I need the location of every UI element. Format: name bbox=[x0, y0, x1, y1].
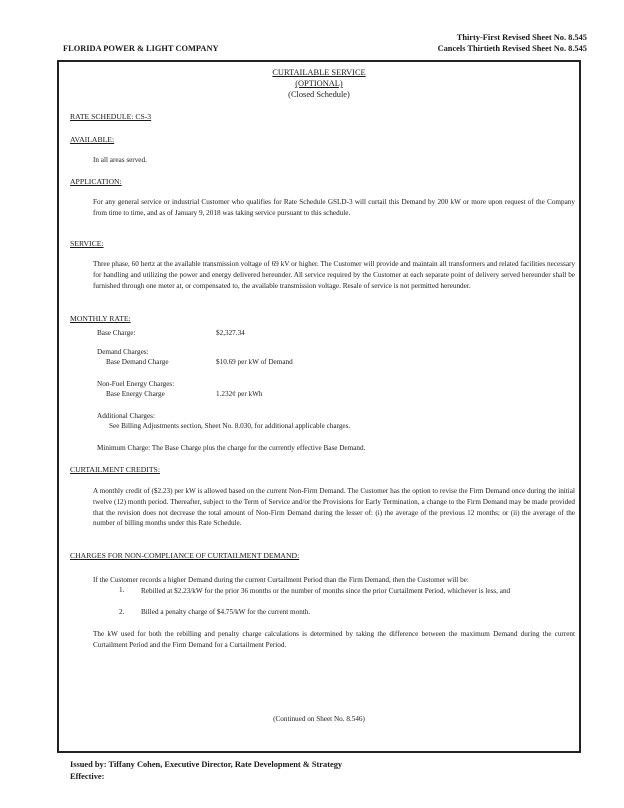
list-item: Rebilled at $2.23/kW for the prior 36 months or the number of months since the prior Curtailment Period, whichever is less, and bbox=[141, 587, 511, 595]
nonfuel-label: Non-Fuel Energy Charges: bbox=[97, 380, 175, 388]
base-energy-label: Base Energy Charge bbox=[106, 390, 165, 398]
issued-by: Issued by: Tiffany Cohen, Executive Director, Rate Development & Strategy bbox=[70, 760, 343, 769]
additional-charges-label: Additional Charges: bbox=[97, 412, 155, 420]
list-item: Billed a penalty charge of $4.75/kW for the current month. bbox=[141, 608, 311, 616]
minimum-charge-text: Minimum Charge: The Base Charge plus the charge for the currently effective Base Demand. bbox=[97, 444, 366, 452]
available-text: In all areas served. bbox=[93, 156, 147, 164]
base-charge-value: $2,327.34 bbox=[216, 329, 245, 337]
list-item-number: 1. bbox=[119, 586, 125, 594]
effective-date: Effective: bbox=[70, 772, 105, 781]
noncompliance-intro: If the Customer records a higher Demand during the current Curtailment Period than the Firm Demand, then the Customer will be: bbox=[93, 576, 469, 584]
service-heading: SERVICE: bbox=[70, 239, 104, 248]
application-text: For any general service or industrial Customer who qualifies for Rate Schedule GSLD-3 will curtail this Demand by 200 kW or more upon request of the Company from time to time, and as of January 9, 2018 was taking service pursuant to this schedule. bbox=[93, 198, 575, 217]
company-name: FLORIDA POWER & LIGHT COMPANY bbox=[63, 44, 219, 53]
available-heading: AVAILABLE: bbox=[70, 135, 115, 144]
page-title: CURTAILABLE SERVICE bbox=[272, 68, 366, 77]
noncompliance-heading: CHARGES FOR NON-COMPLIANCE OF CURTAILMENT DEMAND: bbox=[70, 551, 300, 560]
base-demand-label: Base Demand Charge bbox=[106, 358, 169, 366]
base-demand-value: $10.69 per kW of Demand bbox=[216, 358, 293, 366]
sheet-number: Thirty-First Revised Sheet No. 8.545 bbox=[456, 33, 587, 42]
cancels-sheet-number: Cancels Thirtieth Revised Sheet No. 8.545 bbox=[437, 44, 587, 53]
demand-charges-label: Demand Charges: bbox=[97, 348, 149, 356]
curtailment-credits-text: A monthly credit of ($2.23) per kW is allowed based on the current Non-Firm Demand. The Customer has the option to revise the Firm Demand once during the initial twelve (12) month period. Thereafter, subject to the Term of Service and/or the Provisions for Early Termination, a change to the Firm Demand may be made provided that the revision does not decrease the total amount of Non-Firm Demand during the lesser of: (i) the average of the previous 12 months; or (ii) the average of the number of billing months under this Rate Schedule. bbox=[93, 487, 575, 528]
list-item-number: 2. bbox=[119, 608, 125, 616]
curtailment-credits-heading: CURTAILMENT CREDITS: bbox=[70, 465, 160, 474]
base-charge-label: Base Charge: bbox=[97, 329, 136, 337]
service-text: Three phase, 60 hertz at the available transmission voltage of 69 kV or higher. The Customer will provide and maintain all transformers and related facilities necessary for handling and utilizing the power and energy delivered hereunder. All service required by the Customer at each separate point of delivery served hereunder shall be furnished through one meter at, or compensated to, the available transmission voltage. Resale of service is not permitted hereunder. bbox=[93, 260, 575, 290]
noncompliance-closing: The kW used for both the rebilling and penalty charge calculations is determined by taking the difference between the maximum Demand during the current Curtailment Period and the Firm Demand for a Curtailment Period. bbox=[93, 630, 575, 649]
continued-note: (Continued on Sheet No. 8.546) bbox=[273, 715, 365, 723]
application-heading: APPLICATION: bbox=[70, 177, 122, 186]
base-energy-value: 1.232¢ per kWh bbox=[216, 390, 263, 398]
additional-charges-text: See Billing Adjustments section, Sheet No. 8.030, for additional applicable charges. bbox=[109, 422, 351, 430]
closed-schedule-note: (Closed Schedule) bbox=[288, 90, 350, 99]
page-subtitle: (OPTIONAL) bbox=[295, 79, 343, 88]
rate-schedule-heading: RATE SCHEDULE: CS-3 bbox=[70, 112, 152, 121]
monthly-rate-heading: MONTHLY RATE: bbox=[70, 314, 131, 323]
